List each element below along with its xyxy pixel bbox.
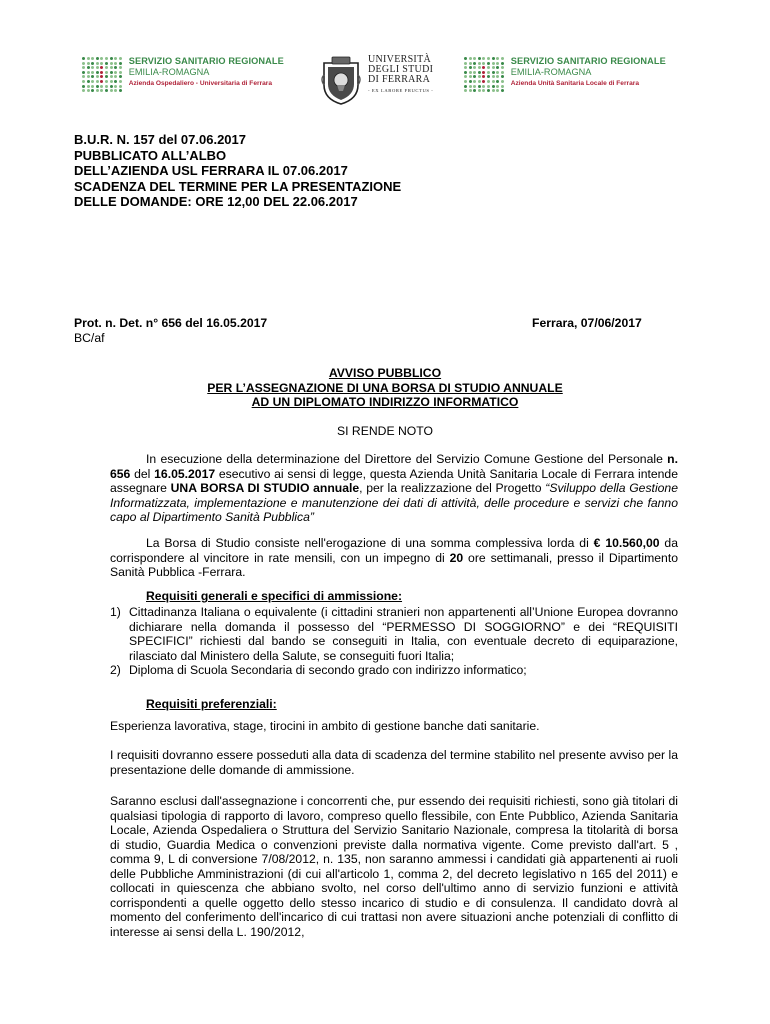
logo-unife [320,55,433,105]
logo-dot [110,80,113,83]
logo-dot [105,75,108,78]
logo-dot [464,66,467,69]
text-bold: 16.05.2017 [154,466,216,481]
text-run: La Borsa di Studio consiste nell'erogazione di una somma complessiva lorda di [146,536,594,550]
logo-dot [96,75,99,78]
logo-dot [119,71,122,74]
list-item [110,663,678,678]
text-run: In esecuzione della determinazione del Direttore del Servizio Comune Gestione del Personale [146,452,668,466]
title-line: AD UN DIPLOMATO INDIRIZZO INFORMATICO [251,395,519,409]
logo-dot [91,57,94,60]
header-line: SCADENZA DEL TERMINE PER LA PRESENTAZIONE [74,178,402,194]
logo-dot [492,62,495,65]
logo-dot [110,71,113,74]
logo-dot [110,66,113,69]
logo-dot [114,85,117,88]
logo-dot [114,57,117,60]
si-rende-noto: SI RENDE NOTO [337,424,433,438]
possesso-paragraph: I requisiti dovranno essere posseduti alla data di scadenza del termine stabilito nel presente avviso per la presentazione delle domande di ammissione. [110,748,678,777]
logo-line1: SERVIZIO SANITARIO REGIONALE [510,56,666,66]
logo-dot [496,85,499,88]
uni-line1: UNIVERSITÀ [368,54,431,65]
text-run: ore settimanali, presso il Dipartimento Sanità Pubblica -Ferrara. [110,550,678,579]
logo-dot [110,85,113,88]
logo-dot [496,71,499,74]
logo-dot [91,66,94,69]
logo-dot [492,85,495,88]
logo-dot [105,85,108,88]
logo-dot [110,89,113,92]
header-line: DELL’AZIENDA USL FERRARA IL 07.06.2017 [74,163,348,178]
logo-dot [110,57,113,60]
preferenziali-text: Esperienza lavorativa, stage, tirocini in ambito di gestione banche dati sanitarie. [110,719,540,733]
list-number: 2) [110,663,121,677]
protocol-initials: BC/af [74,331,105,345]
logo-dot [87,85,90,88]
logo-dot [469,85,472,88]
logo-dot [501,57,504,60]
logo-dot [496,89,499,92]
title-line: AVVISO PUBBLICO [328,366,442,380]
logo-dot [478,89,481,92]
dot-grid-icon [82,57,122,92]
logo-dot [119,80,122,83]
project-title: “Sviluppo della Gestione Informatizzata, implementazione e manutenzione dei dati di attività, delle procedure e servizi che fanno capo al Dipartimento Sanità Pubblica” [110,481,678,524]
logo-dot [100,66,103,69]
logo-dot [473,85,476,88]
logo-dot [82,66,85,69]
logo-dot [473,75,476,78]
text-run: del [130,466,155,481]
logo-dot [501,66,504,69]
logo-dot [100,85,103,88]
logo-dot [91,75,94,78]
logo-dot [464,57,467,60]
logo-dot [91,89,94,92]
logo-dot [119,89,122,92]
logo-dot [482,85,485,88]
logo-dot [487,71,490,74]
logo-dot [87,89,90,92]
logo-dot [469,80,472,83]
logo-dot [119,57,122,60]
logo-dot [492,71,495,74]
dot-grid-icon [464,57,504,92]
logo-dot [100,62,103,65]
logo-line3: Azienda Ospedaliero - Universitaria di Ferrara [128,80,273,87]
logo-dot [487,75,490,78]
logo-dot [119,85,122,88]
logo-dot [82,80,85,83]
logo-dot [501,75,504,78]
logo-dot [464,89,467,92]
title-line: PER L’ASSEGNAZIONE DI UNA BORSA DI STUDIO ANNUALE [207,380,563,395]
logo-dot [82,62,85,65]
logo-dot [473,62,476,65]
crest-icon [320,55,362,105]
logo-dot [487,57,490,60]
logo-dot [96,85,99,88]
logo-dot [492,66,495,69]
logo-dot [501,62,504,65]
logo-dot [482,89,485,92]
logo-dot [482,75,485,78]
section-heading-preferenziali: Requisiti preferenziali: [146,697,277,711]
section-heading-requisiti: Requisiti generali e specifici di ammissione: [146,589,403,603]
logo-dot [482,62,485,65]
hours: 20 [449,550,464,565]
logo-dot [501,80,504,83]
logo-dot [114,66,117,69]
logo-dot [91,80,94,83]
logo-dot [469,66,472,69]
requirements-list [110,605,678,678]
intro-paragraph [110,452,678,525]
logo-ausl-ferrara [464,56,666,92]
logo-dot [478,57,481,60]
logo-dot [96,71,99,74]
notice-title [0,366,770,410]
logo-dot [100,57,103,60]
logo-dot [464,85,467,88]
logo-dot [492,80,495,83]
logo-dot [105,57,108,60]
logo-dot [119,62,122,65]
logo-line2: EMILIA-ROMAGNA [128,67,210,77]
protocol-block [74,316,267,346]
esclusi-paragraph: Saranno esclusi dall'assegnazione i concorrenti che, pur essendo dei requisiti richiesti, sono già titolari di qualsiasi tipologia di rapporto di lavoro, compreso quello flessibile, con Ente Pubblico, Azienda Sanitaria Locale, Azienda Ospedaliera o Struttura del Servizio Sanitario Nazionale, compresa la titolarità di borsa di studio, Guardia Medica o convenzioni previste dalla normativa vigente. Come previsto dall'art. 5 , comma 9, L di conversione 7/08/2012, n. 135, non saranno ammessi i candidati già appartenenti ai ruoli delle Pubbliche Amministrazioni (di cui all'articolo 1, comma 2, del decreto legislativo n 165 del 2011) e collocati in quiescenza che abbiano svolto, nel corso dell'ultimo anno di servizio funzioni e attività corrispondenti a quelle oggetto dello stesso incarico di studio e di consulenza. Il candidato dovrà al momento del conferimento dell'incarico di cui trattasi non avere situazioni anche potenziali di conflitto di interesse ai sensi della L. 190/2012, [110,794,678,939]
logo-dot [501,85,504,88]
logo-dot [119,75,122,78]
logo-dot [487,85,490,88]
uni-line3: DI FERRARA [368,74,431,85]
logo-dot [105,71,108,74]
logo-dot [114,89,117,92]
logo-dot [469,71,472,74]
logo-dot [487,62,490,65]
logo-dot [469,57,472,60]
logo-dot [91,71,94,74]
uni-motto: - EX LABORE FRUCTUS - [368,88,434,93]
logo-dot [96,80,99,83]
list-text: Diploma di Scuola Secondaria di secondo grado con indirizzo informatico; [129,663,527,677]
logo-dot [482,80,485,83]
logo-dot [100,71,103,74]
logo-dot [96,66,99,69]
logo-dot [482,57,485,60]
logo-dot [469,89,472,92]
logo-line2: EMILIA-ROMAGNA [510,67,592,77]
text-run: da corrispondere al vincitore in rate mensili, con un impegno di [110,536,678,565]
logo-dot [496,80,499,83]
uni-line2: DEGLI STUDI [368,64,434,75]
logo-dot [496,57,499,60]
logo-dot [492,75,495,78]
logo-dot [473,89,476,92]
borsa-paragraph [110,536,678,580]
logo-dot [478,75,481,78]
logo-dot [487,80,490,83]
logo-dot [82,71,85,74]
logo-dot [114,62,117,65]
logo-dot [91,85,94,88]
logo-dot [478,71,481,74]
text-bold: UNA BORSA DI STUDIO annuale [170,481,360,495]
logo-dot [105,89,108,92]
logo-dot [96,89,99,92]
logo-dot [482,66,485,69]
logo-dot [105,66,108,69]
logo-dot [96,57,99,60]
logo-dot [87,62,90,65]
text-run: , per la realizzazione del Progetto [359,481,546,495]
logo-dot [496,75,499,78]
logo-dot [82,89,85,92]
logo-dot [469,75,472,78]
list-number: 1) [110,605,121,619]
logo-dot [119,66,122,69]
logo-dot [114,75,117,78]
logo-dot [487,89,490,92]
logo-dot [492,89,495,92]
amount: € 10.560,00 [593,536,660,550]
bur-line: B.U.R. N. 157 del 07.06.2017 [74,132,246,147]
logo-dot [496,66,499,69]
logo-line3: Azienda Unità Sanitaria Locale di Ferrara [510,80,640,87]
logo-dot [87,80,90,83]
deadline-line: DELLE DOMANDE: ORE 12,00 DEL 22.06.2017 [74,194,358,209]
logo-dot [501,89,504,92]
list-text: Cittadinanza Italiana o equivalente (i cittadini stranieri non appartenenti all’Unione Europea dovranno dichiarare nella domanda il possesso del “PERMESSO DI SOGGIORNO” e dei “REQUISITI SPECIFICI” richiesti dal bando se conseguiti in Italia, con eventuale decreto di equiparazione, rilasciato dal Ministero della Salute, se conseguiti fuori Italia; [129,605,678,663]
logo-dot [496,62,499,65]
text-bold: n. 656 [110,452,678,481]
logo-dot [473,80,476,83]
logo-dot [114,80,117,83]
logo-dot [478,80,481,83]
logo-dot [110,75,113,78]
logo-dot [100,75,103,78]
logo-dot [478,85,481,88]
logo-dot [473,66,476,69]
logo-aou-ferrara [82,56,284,92]
list-item [110,605,678,663]
logo-dot [100,89,103,92]
logo-dot [87,75,90,78]
logo-dot [501,71,504,74]
logo-line1: SERVIZIO SANITARIO REGIONALE [128,56,284,66]
logo-dot [110,62,113,65]
logo-dot [87,66,90,69]
logo-dot [473,71,476,74]
protocol-number: Prot. n. Det. n° 656 del 16.05.2017 [74,316,268,330]
logo-dot [91,62,94,65]
logo-dot [82,85,85,88]
logo-dot [464,80,467,83]
logo-dot [478,62,481,65]
logo-dot [114,71,117,74]
logo-dot [473,57,476,60]
logo-dot [82,57,85,60]
logo-dot [87,57,90,60]
logo-dot [96,62,99,65]
logo-dot [105,62,108,65]
logo-dot [482,71,485,74]
header-line: PUBBLICATO ALL’ALBO [74,147,227,163]
document-date: Ferrara, 07/06/2017 [532,316,642,330]
logo-dot [487,66,490,69]
logo-dot [100,80,103,83]
logo-dot [464,71,467,74]
logo-dot [105,80,108,83]
logo-dot [464,62,467,65]
logo-dot [82,75,85,78]
logo-dot [492,57,495,60]
text-run: esecutivo ai sensi di legge, questa Azienda Unità Sanitaria Locale di Ferrara intende assegnare [110,466,678,495]
logo-dot [478,66,481,69]
logo-dot [464,75,467,78]
logo-dot [87,71,90,74]
publication-header [74,132,401,210]
logo-dot [469,62,472,65]
